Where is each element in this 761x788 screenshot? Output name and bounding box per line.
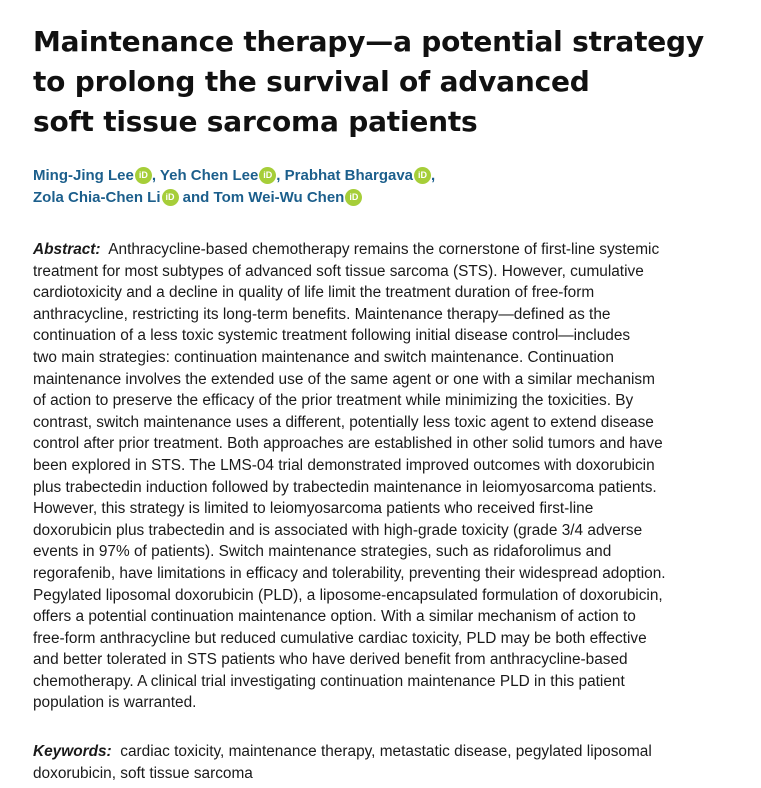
title-line: Maintenance therapy—a potential strategy [33,25,704,58]
title-line: to prolong the survival of advanced [33,65,590,98]
abstract-line: treatment for most subtypes of advanced soft tissue sarcoma (STS). However, cumulative [33,262,644,280]
abstract-label: Abstract: [33,241,101,258]
author-line [33,187,757,209]
abstract-line: continuation of a less toxic systemic treatment following initial disease control—includes [33,327,631,345]
abstract-line: control after prior treatment. Both approaches are established in other solid tumors and have [33,435,663,453]
abstract-line: regorafenib, have limitations in efficacy and tolerability, preventing their widespread adoption. [33,564,666,582]
keywords-line: doxorubicin, soft tissue sarcoma [33,764,253,782]
abstract-line: been explored in STS. The LMS-04 trial demonstrated improved outcomes with doxorubicin [33,456,655,474]
author-link[interactable]: Tom Wei-Wu Chen [213,189,345,206]
author-link[interactable]: Zola Chia-Chen Li [33,189,161,206]
abstract-line: Pegylated liposomal doxorubicin (PLD), a liposome-encapsulated formulation of doxorubicin, [33,586,663,604]
orcid-icon[interactable]: iD [135,167,152,184]
article-title [33,22,757,142]
author-link[interactable]: Prabhat Bhargava [284,167,414,184]
abstract-line: offers a potential continuation maintenance option. With a similar mechanism of action to [33,608,636,626]
author-link[interactable]: Ming-Jing Lee [33,167,134,184]
keywords-line [33,741,757,763]
abstract [33,239,757,714]
title-line: soft tissue sarcoma patients [33,105,478,138]
author-separator: , [431,167,436,184]
author-separator: , [151,167,157,184]
abstract-line [33,239,757,261]
orcid-icon[interactable]: iD [162,189,179,206]
abstract-line: and better tolerated in STS patients who have derived benefit from anthracycline-based [33,651,628,669]
abstract-line: population is warranted. [33,694,197,712]
abstract-line: contrast, switch maintenance uses a different, potentially less toxic agent to extend disease [33,413,654,431]
abstract-line: However, this strategy is limited to leiomyosarcoma patients who received first-line [33,500,594,518]
keywords [33,741,757,784]
author-separator: , [276,167,281,184]
author-list [33,165,757,209]
orcid-icon[interactable]: iD [414,167,431,184]
abstract-line: doxorubicin plus trabectedin and is associated with high-grade toxicity (grade 3/4 adverse [33,521,643,539]
author-separator: and [182,189,210,206]
abstract-line: plus trabectedin induction followed by trabectedin maintenance in leiomyosarcoma patients. [33,478,657,496]
abstract-line: chemotherapy. A clinical trial investigating continuation maintenance PLD in this patient [33,672,625,690]
abstract-line: anthracycline, restricting its long-term benefits. Maintenance therapy—defined as the [33,305,611,323]
abstract-line: cardiotoxicity and a decline in quality of life limit the treatment duration of free-form [33,284,595,302]
abstract-line: of action to preserve the efficacy of the prior treatment while minimizing the toxicities. By [33,392,634,410]
abstract-line: two main strategies: continuation maintenance and switch maintenance. Continuation [33,348,614,366]
orcid-icon[interactable]: iD [345,189,362,206]
keywords-label: Keywords: [33,743,112,761]
keywords-text: cardiac toxicity, maintenance therapy, metastatic disease, pegylated liposomal [120,743,652,761]
abstract-line: maintenance involves the extended use of the same agent or one with a similar mechanism [33,370,655,388]
author-line [33,165,757,187]
abstract-line: events in 97% of patients). Switch maintenance strategies, such as ridaforolimus and [33,543,612,561]
author-link[interactable]: Yeh Chen Lee [159,167,259,184]
article-page [33,22,757,784]
orcid-icon[interactable]: iD [259,167,276,184]
abstract-line: free-form anthracycline but reduced cumulative cardiac toxicity, PLD may be both effective [33,629,647,647]
abstract-text: Anthracycline-based chemotherapy remains the cornerstone of first-line systemic [108,241,660,258]
